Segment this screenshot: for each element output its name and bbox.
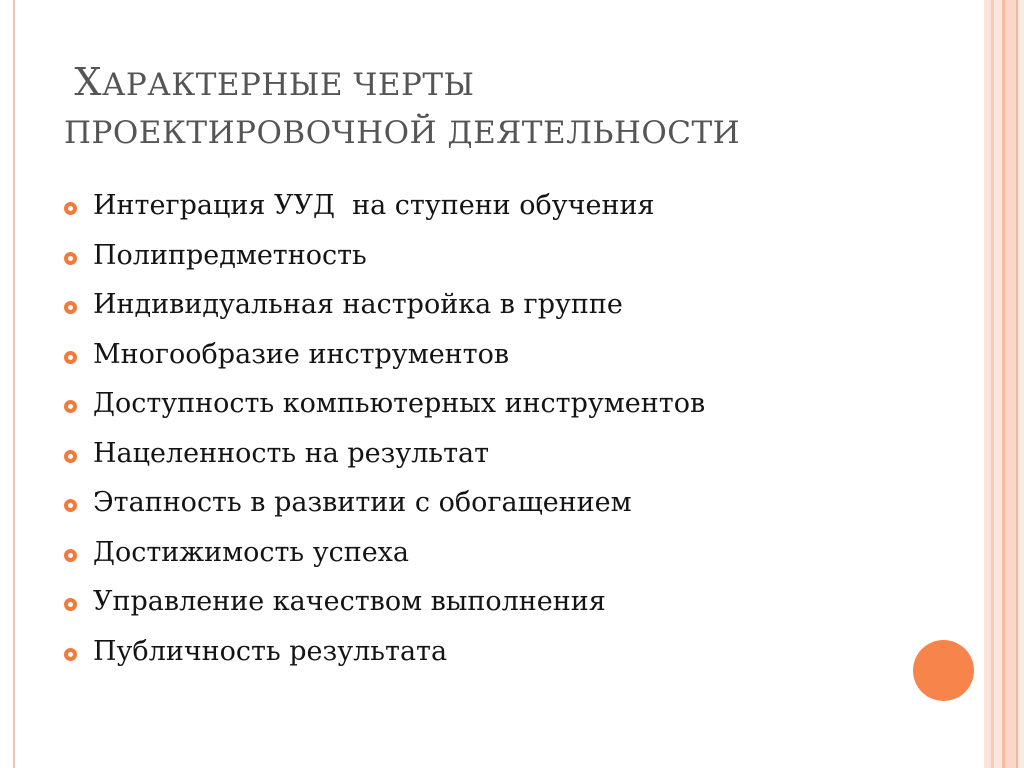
- bullet-text: Публичность результата: [93, 635, 448, 667]
- bullet-circle-icon: [64, 400, 77, 413]
- title-line1: АРАКТЕРНЫЕ ЧЕРТЫ: [101, 67, 475, 103]
- stripe: [994, 0, 1002, 768]
- list-item: [64, 481, 705, 531]
- title-line2: ПРОЕКТИРОВОЧНОЙ ДЕЯТЕЛЬНОСТИ: [64, 115, 741, 151]
- bullet-circle-icon: [64, 301, 77, 314]
- bullet-list: [64, 184, 705, 679]
- bullet-text: Достижимость успеха: [93, 536, 409, 568]
- bullet-circle-icon: [64, 549, 77, 562]
- bullet-text: Нацеленность на результат: [93, 437, 490, 469]
- bullet-text: Доступность компьютерных инструментов: [93, 388, 706, 419]
- bullet-circle-icon: [64, 202, 77, 215]
- bullet-circle-icon: [64, 351, 77, 364]
- list-item: [64, 531, 705, 581]
- slide-title: [64, 58, 944, 157]
- bullet-circle-icon: [64, 648, 77, 661]
- decorative-orange-circle: [913, 640, 974, 701]
- list-item: [64, 333, 705, 383]
- stripe: [984, 0, 991, 768]
- list-item: [64, 432, 705, 482]
- list-item: [64, 580, 705, 630]
- bullet-circle-icon: [64, 252, 77, 265]
- list-item: [64, 382, 705, 432]
- bullet-text: Полипредметность: [93, 239, 367, 271]
- stripe: [1005, 0, 1016, 768]
- bullet-text: Индивидуальная настройка в группе: [93, 289, 623, 320]
- list-item: [64, 283, 705, 333]
- right-decorative-stripes: [984, 0, 1024, 768]
- bullet-text: Управление качеством выполнения: [93, 586, 606, 617]
- title-initial: Х: [74, 60, 102, 104]
- list-item: [64, 184, 705, 234]
- bullet-circle-icon: [64, 450, 77, 463]
- bullet-circle-icon: [64, 598, 77, 611]
- bullet-text: Этапность в развитии с обогащением: [93, 487, 632, 518]
- left-border-line: [13, 0, 15, 768]
- list-item: [64, 630, 705, 680]
- list-item: [64, 234, 705, 284]
- bullet-text: Многообразие инструментов: [93, 338, 510, 370]
- bullet-text: Интеграция УУД на ступени обучения: [93, 190, 655, 221]
- bullet-circle-icon: [64, 499, 77, 512]
- stripe: [1018, 0, 1024, 768]
